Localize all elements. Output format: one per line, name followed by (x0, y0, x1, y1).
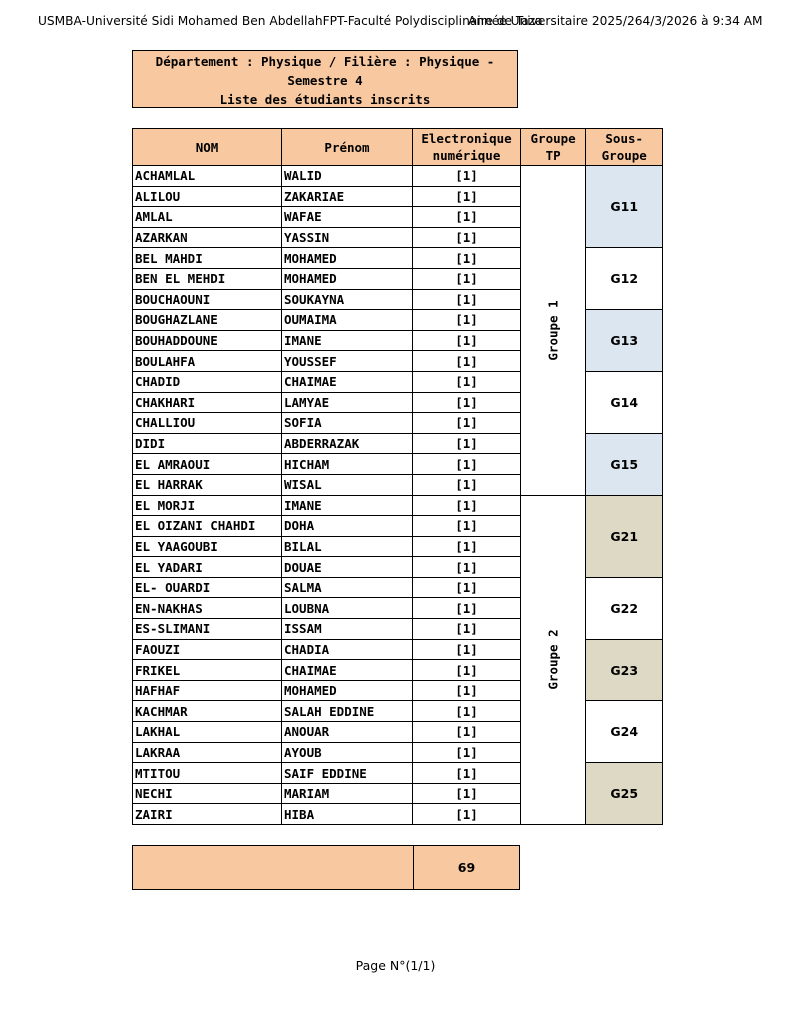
student-electronique: [1] (413, 248, 521, 269)
table-row (133, 166, 663, 187)
student-prenom: SOFIA (282, 413, 413, 434)
header-academic-year: Année Universitaire 2025/264/3/2026 à 9:34 AM (468, 14, 763, 28)
total-box (132, 845, 520, 890)
groupe-tp-cell (521, 166, 586, 496)
student-nom: EL AMRAOUI (133, 454, 282, 475)
student-prenom: MOHAMED (282, 268, 413, 289)
title-semester: Semestre 4 (287, 73, 363, 88)
student-prenom: ANOUAR (282, 722, 413, 743)
sous-groupe-cell: G11 (586, 166, 663, 248)
title-department: Département : Physique / Filière : Physique - (155, 54, 495, 69)
sous-groupe-cell: G21 (586, 495, 663, 577)
student-electronique: [1] (413, 722, 521, 743)
student-prenom: SAIF EDDINE (282, 763, 413, 784)
student-nom: EL- OUARDI (133, 577, 282, 598)
col-nom: NOM (133, 129, 282, 166)
student-electronique: [1] (413, 783, 521, 804)
student-nom: CHALLIOU (133, 413, 282, 434)
students-body (133, 166, 663, 825)
sous-groupe-cell: G14 (586, 371, 663, 433)
student-nom: EL YAAGOUBI (133, 536, 282, 557)
student-nom: LAKHAL (133, 722, 282, 743)
student-nom: FAOUZI (133, 639, 282, 660)
student-nom: BOUCHAOUNI (133, 289, 282, 310)
document-title-box (132, 50, 518, 108)
student-electronique: [1] (413, 454, 521, 475)
total-value: 69 (457, 860, 476, 875)
student-nom: EL YADARI (133, 557, 282, 578)
student-electronique: [1] (413, 433, 521, 454)
student-electronique: [1] (413, 289, 521, 310)
header-institution: USMBA-Université Sidi Mohamed Ben AbdellahFPT-Faculté Polydisciplinaire de Taza (38, 14, 543, 28)
student-electronique: [1] (413, 207, 521, 228)
total-blank-cell (133, 846, 414, 889)
student-prenom: ISSAM (282, 619, 413, 640)
student-nom: HAFHAF (133, 680, 282, 701)
student-prenom: BILAL (282, 536, 413, 557)
col-prenom: Prénom (282, 129, 413, 166)
student-prenom: IMANE (282, 495, 413, 516)
student-nom: BEL MAHDI (133, 248, 282, 269)
student-electronique: [1] (413, 330, 521, 351)
student-electronique: [1] (413, 268, 521, 289)
student-prenom: YOUSSEF (282, 351, 413, 372)
sous-groupe-cell: G15 (586, 433, 663, 495)
col-sous-groupe: Sous- Groupe (586, 129, 663, 166)
student-nom: ACHAMLAL (133, 166, 282, 187)
student-electronique: [1] (413, 639, 521, 660)
student-electronique: [1] (413, 742, 521, 763)
page-number: Page N°(1/1) (355, 958, 436, 973)
sous-groupe-cell: G22 (586, 577, 663, 639)
student-nom: AZARKAN (133, 227, 282, 248)
student-nom: LAKRAA (133, 742, 282, 763)
sous-groupe-cell: G25 (586, 763, 663, 825)
students-table (132, 128, 663, 825)
student-nom: BOUHADDOUNE (133, 330, 282, 351)
student-prenom: HICHAM (282, 454, 413, 475)
student-electronique: [1] (413, 516, 521, 537)
student-prenom: MOHAMED (282, 248, 413, 269)
student-electronique: [1] (413, 166, 521, 187)
student-nom: EL MORJI (133, 495, 282, 516)
student-prenom: LOUBNA (282, 598, 413, 619)
student-prenom: LAMYAE (282, 392, 413, 413)
student-nom: EL OIZANI CHAHDI (133, 516, 282, 537)
student-prenom: SOUKAYNA (282, 289, 413, 310)
student-electronique: [1] (413, 598, 521, 619)
student-nom: BOULAHFA (133, 351, 282, 372)
table-row (133, 495, 663, 516)
student-prenom: CHADIA (282, 639, 413, 660)
student-prenom: DOHA (282, 516, 413, 537)
student-prenom: SALAH EDDINE (282, 701, 413, 722)
student-nom: EL HARRAK (133, 474, 282, 495)
student-prenom: WALID (282, 166, 413, 187)
student-nom: FRIKEL (133, 660, 282, 681)
student-prenom: MARIAM (282, 783, 413, 804)
student-nom: MTITOU (133, 763, 282, 784)
student-prenom: WAFAE (282, 207, 413, 228)
student-prenom: CHAIMAE (282, 660, 413, 681)
student-electronique: [1] (413, 619, 521, 640)
student-nom: AMLAL (133, 207, 282, 228)
student-electronique: [1] (413, 660, 521, 681)
student-nom: DIDI (133, 433, 282, 454)
title-list: Liste des étudiants inscrits (219, 92, 431, 107)
student-nom: ES-SLIMANI (133, 619, 282, 640)
student-electronique: [1] (413, 680, 521, 701)
student-electronique: [1] (413, 763, 521, 784)
student-electronique: [1] (413, 371, 521, 392)
student-nom: NECHI (133, 783, 282, 804)
student-nom: CHAKHARI (133, 392, 282, 413)
student-electronique: [1] (413, 186, 521, 207)
student-prenom: HIBA (282, 804, 413, 825)
groupe-tp-label: Groupe 1 (545, 300, 561, 361)
col-groupe-tp: Groupe TP (521, 129, 586, 166)
student-prenom: AYOUB (282, 742, 413, 763)
student-prenom: OUMAIMA (282, 310, 413, 331)
student-nom: ZAIRI (133, 804, 282, 825)
sous-groupe-cell: G24 (586, 701, 663, 763)
student-nom: BEN EL MEHDI (133, 268, 282, 289)
student-prenom: YASSIN (282, 227, 413, 248)
sous-groupe-cell: G13 (586, 310, 663, 372)
student-electronique: [1] (413, 310, 521, 331)
student-nom: CHADID (133, 371, 282, 392)
student-electronique: [1] (413, 495, 521, 516)
student-electronique: [1] (413, 392, 521, 413)
table-header-row (133, 129, 663, 166)
student-electronique: [1] (413, 227, 521, 248)
groupe-tp-label: Groupe 2 (545, 629, 561, 690)
student-nom: EN-NAKHAS (133, 598, 282, 619)
student-electronique: [1] (413, 351, 521, 372)
student-prenom: ZAKARIAE (282, 186, 413, 207)
student-nom: ALILOU (133, 186, 282, 207)
student-electronique: [1] (413, 577, 521, 598)
sous-groupe-cell: G23 (586, 639, 663, 701)
student-electronique: [1] (413, 701, 521, 722)
student-prenom: IMANE (282, 330, 413, 351)
student-electronique: [1] (413, 474, 521, 495)
student-prenom: MOHAMED (282, 680, 413, 701)
student-electronique: [1] (413, 413, 521, 434)
student-prenom: SALMA (282, 577, 413, 598)
student-nom: BOUGHAZLANE (133, 310, 282, 331)
groupe-tp-cell (521, 495, 586, 825)
col-electronique: Electronique numérique (413, 129, 521, 166)
student-electronique: [1] (413, 536, 521, 557)
student-prenom: CHAIMAE (282, 371, 413, 392)
student-electronique: [1] (413, 804, 521, 825)
sous-groupe-cell: G12 (586, 248, 663, 310)
student-prenom: DOUAE (282, 557, 413, 578)
student-prenom: ABDERRAZAK (282, 433, 413, 454)
student-prenom: WISAL (282, 474, 413, 495)
student-electronique: [1] (413, 557, 521, 578)
student-nom: KACHMAR (133, 701, 282, 722)
